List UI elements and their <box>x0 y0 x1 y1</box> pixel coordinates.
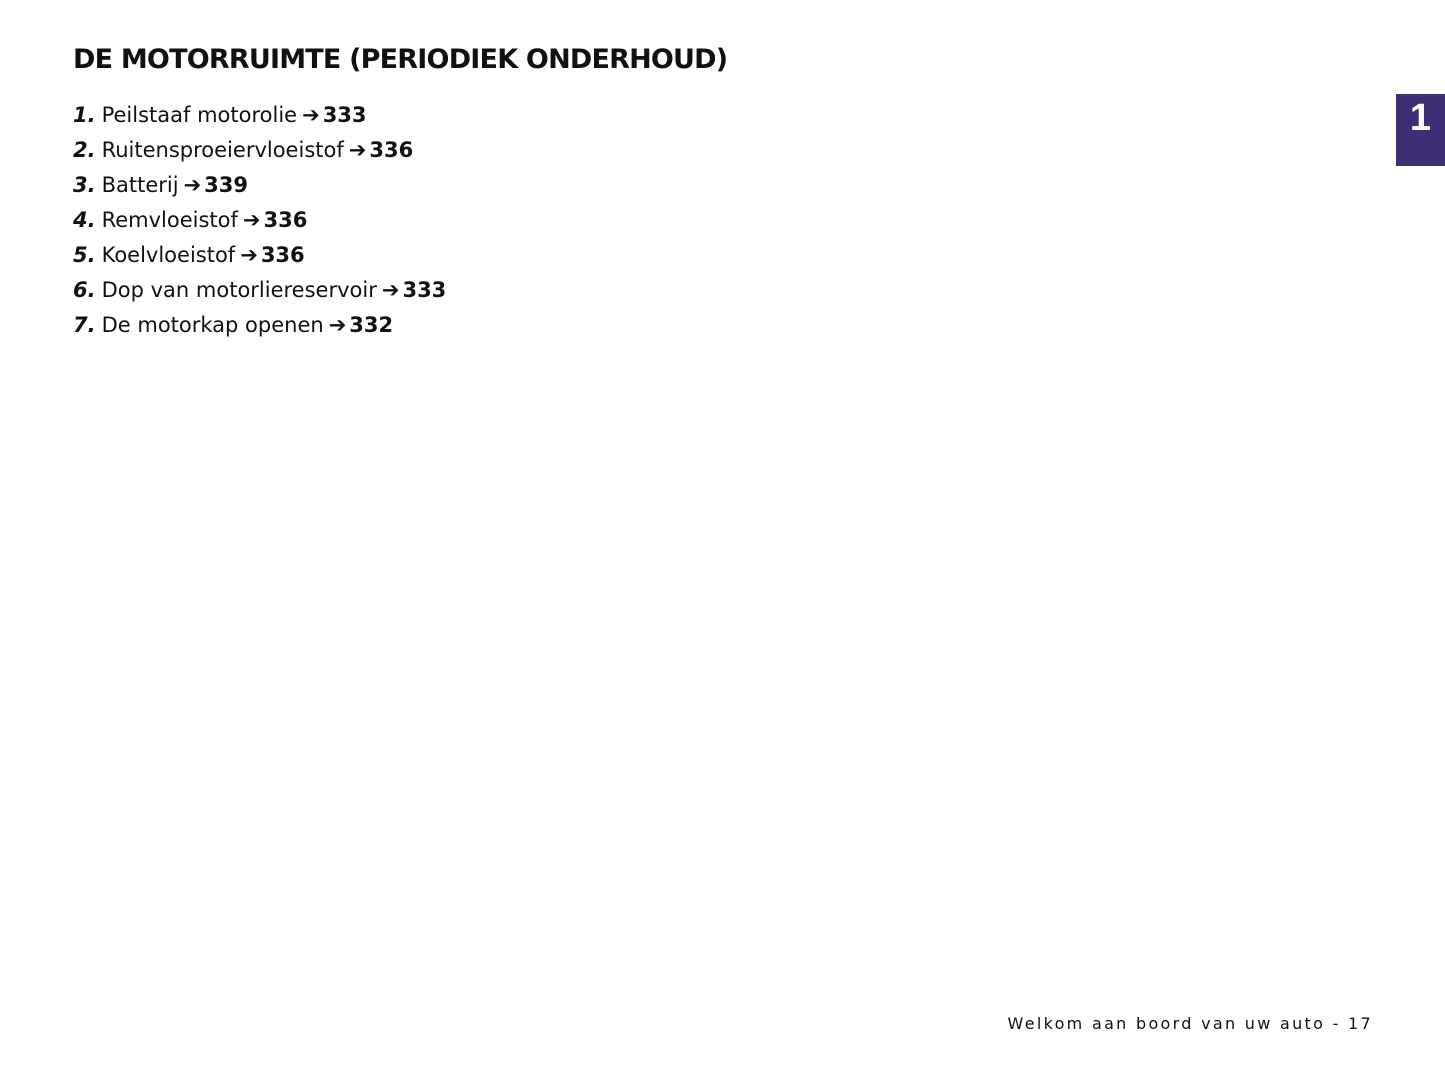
page-reference-link[interactable]: 339 <box>204 173 249 197</box>
item-number: 4. <box>73 208 96 232</box>
item-number: 5. <box>73 243 96 267</box>
page-footer: Welkom aan boord van uw auto - 17 <box>1007 1014 1373 1033</box>
arrow-right-icon: ➔ <box>381 278 400 302</box>
list-item <box>73 133 446 168</box>
page-reference-link[interactable]: 333 <box>322 103 367 127</box>
list-item <box>73 308 446 343</box>
item-number: 2. <box>73 138 96 162</box>
page-title: DE MOTORRUIMTE (PERIODIEK ONDERHOUD) <box>73 44 728 75</box>
item-label: Remvloeistof <box>101 208 238 232</box>
item-label: Koelvloeistof <box>101 243 236 267</box>
item-label: Dop van motorliereservoir <box>101 278 377 302</box>
list-item <box>73 273 446 308</box>
page-reference-link[interactable]: 336 <box>263 208 308 232</box>
arrow-right-icon: ➔ <box>348 138 367 162</box>
item-label: Batterij <box>101 173 179 197</box>
list-item <box>73 98 446 133</box>
item-number: 1. <box>73 103 96 127</box>
page-reference-link[interactable]: 333 <box>402 278 447 302</box>
list-item <box>73 203 446 238</box>
arrow-right-icon: ➔ <box>240 243 258 267</box>
item-number: 7. <box>73 313 96 337</box>
list-item <box>73 238 446 273</box>
page-reference-link[interactable]: 332 <box>349 313 394 337</box>
arrow-right-icon: ➔ <box>302 103 320 127</box>
arrow-right-icon: ➔ <box>183 173 202 197</box>
item-number: 3. <box>73 173 96 197</box>
page-reference-link[interactable]: 336 <box>369 138 414 162</box>
item-label: De motorkap openen <box>101 313 324 337</box>
arrow-right-icon: ➔ <box>328 313 347 337</box>
list-item <box>73 168 446 203</box>
item-label: Peilstaaf motorolie <box>101 103 298 127</box>
component-list <box>73 98 446 343</box>
chapter-number: 1 <box>1409 97 1432 139</box>
item-label: Ruitensproeiervloeistof <box>101 138 344 162</box>
arrow-right-icon: ➔ <box>242 208 261 232</box>
page-reference-link[interactable]: 336 <box>260 243 305 267</box>
item-number: 6. <box>73 278 96 302</box>
chapter-tab <box>1396 94 1445 166</box>
